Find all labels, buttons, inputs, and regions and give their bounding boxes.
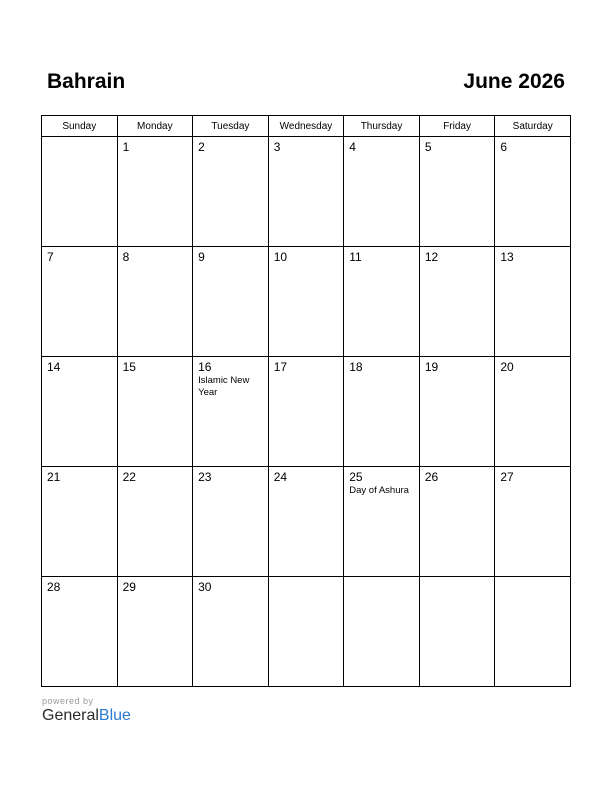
day-number: 3: [273, 140, 281, 154]
calendar-grid: [41, 115, 571, 687]
day-cell: [344, 137, 420, 247]
day-cell: [419, 577, 495, 687]
day-number: 19: [424, 360, 439, 374]
day-cell: [419, 137, 495, 247]
powered-by-label: powered by: [42, 696, 94, 706]
weekday-wednesday: Wednesday: [268, 116, 344, 137]
day-number: 10: [273, 250, 288, 264]
day-number: 11: [349, 250, 362, 264]
day-cell: [193, 357, 269, 467]
week-row: [42, 467, 571, 577]
day-cell: [268, 247, 344, 357]
day-number: 8: [122, 250, 130, 264]
day-cell: [42, 137, 118, 247]
day-cell: [117, 467, 193, 577]
week-row: [42, 577, 571, 687]
day-number: 2: [198, 140, 205, 154]
day-number: 23: [198, 470, 212, 484]
day-number: 29: [122, 580, 136, 594]
weekday-friday: Friday: [419, 116, 495, 137]
day-cell: [268, 467, 344, 577]
day-cell: [193, 137, 269, 247]
day-cell: [42, 357, 118, 467]
calendar-weeks: [42, 137, 571, 687]
day-cell: [117, 357, 193, 467]
day-cell: [268, 577, 344, 687]
day-cell: [495, 577, 571, 687]
weekday-tuesday: Tuesday: [193, 116, 269, 137]
day-number: 30: [198, 580, 212, 594]
calendar-header: [41, 70, 571, 100]
day-cell: [193, 467, 269, 577]
day-number: 14: [47, 360, 61, 374]
day-cell: [117, 137, 193, 247]
day-number: 7: [47, 250, 54, 264]
day-cell: [42, 577, 118, 687]
day-number: 4: [349, 140, 356, 154]
day-cell: [42, 247, 118, 357]
day-number: 16: [198, 360, 212, 374]
day-number: 5: [424, 140, 432, 154]
weekday-monday: Monday: [117, 116, 193, 137]
day-cell: [495, 137, 571, 247]
brand-logo: [42, 707, 131, 725]
day-cell: [117, 247, 193, 357]
day-number: 9: [198, 250, 205, 264]
day-number: 26: [424, 470, 439, 484]
day-number: 20: [500, 360, 514, 374]
week-row: [42, 137, 571, 247]
day-number: 27: [500, 470, 514, 484]
day-cell: [193, 577, 269, 687]
day-cell: [193, 247, 269, 357]
month-year-title: June 2026: [463, 70, 565, 93]
day-number: 28: [47, 580, 61, 594]
week-row: [42, 247, 571, 357]
day-cell: [344, 577, 420, 687]
day-number: 22: [122, 470, 136, 484]
day-cell: [495, 357, 571, 467]
day-cell: [495, 247, 571, 357]
day-number: 25: [349, 470, 363, 484]
holiday-label: Islamic New Year: [198, 375, 250, 398]
brand-blue-text: Blue: [98, 707, 131, 724]
day-number: 15: [122, 360, 136, 374]
day-cell: [344, 357, 420, 467]
day-number: 12: [424, 250, 439, 264]
day-cell: [495, 467, 571, 577]
day-cell: [419, 247, 495, 357]
day-number: 21: [47, 470, 61, 484]
day-cell: [268, 357, 344, 467]
day-cell: [344, 467, 420, 577]
weekday-header-row: [42, 116, 571, 137]
day-number: 18: [349, 360, 363, 374]
day-cell: [419, 357, 495, 467]
day-cell: [117, 577, 193, 687]
day-number: 17: [273, 360, 288, 374]
holiday-label: Day of Ashura: [349, 485, 409, 496]
day-cell: [344, 247, 420, 357]
footer-branding: [42, 696, 131, 725]
day-number: 1: [122, 140, 130, 154]
country-title: Bahrain: [47, 70, 126, 93]
day-number: 13: [500, 250, 514, 264]
day-number: 6: [500, 140, 508, 154]
week-row: [42, 357, 571, 467]
weekday-sunday: Sunday: [42, 116, 118, 137]
brand-general-text: General: [42, 707, 99, 724]
weekday-saturday: Saturday: [495, 116, 571, 137]
day-cell: [419, 467, 495, 577]
day-cell: [42, 467, 118, 577]
day-cell: [268, 137, 344, 247]
weekday-thursday: Thursday: [344, 116, 420, 137]
day-number: 24: [273, 470, 288, 484]
